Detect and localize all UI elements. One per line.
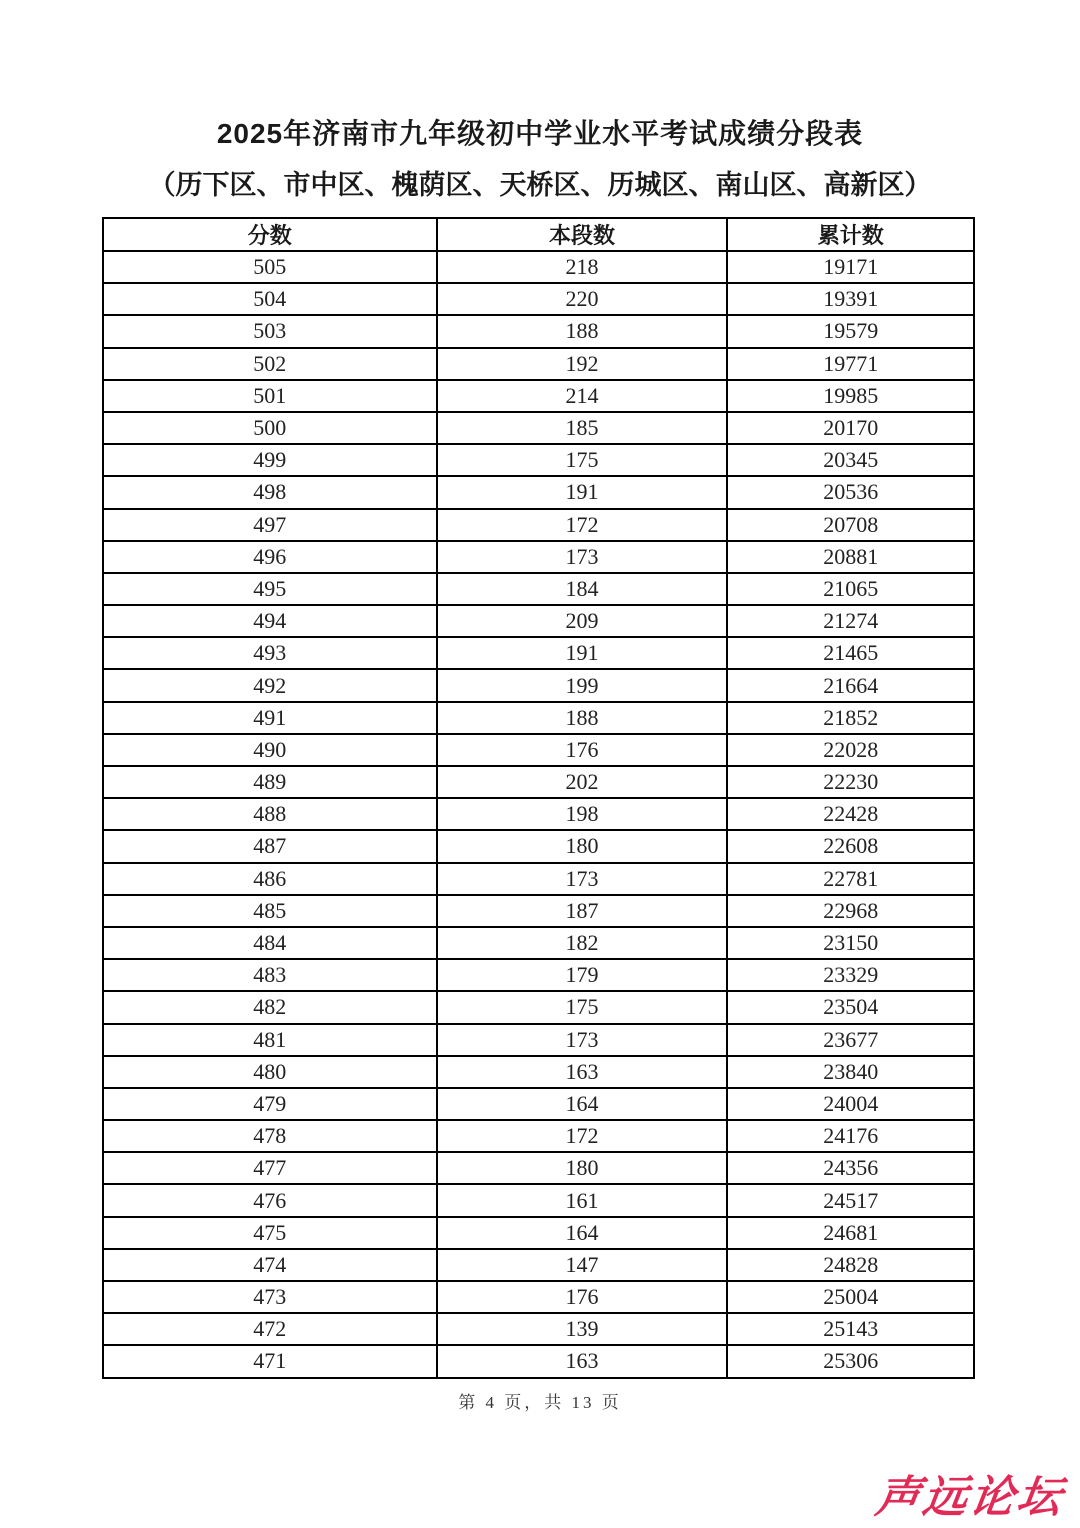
table-cell: 20708 xyxy=(727,509,974,541)
table-row xyxy=(103,509,974,541)
table-cell: 24828 xyxy=(727,1249,974,1281)
table-row xyxy=(103,830,974,862)
table-cell: 147 xyxy=(437,1249,728,1281)
table-header-row xyxy=(103,218,974,251)
table-row xyxy=(103,573,974,605)
table-cell: 172 xyxy=(437,1120,728,1152)
table-cell: 164 xyxy=(437,1088,728,1120)
table-cell: 180 xyxy=(437,1152,728,1184)
table-row xyxy=(103,444,974,476)
table-cell: 185 xyxy=(437,412,728,444)
table-cell: 487 xyxy=(103,830,437,862)
table-cell: 483 xyxy=(103,959,437,991)
table-cell: 188 xyxy=(437,702,728,734)
table-cell: 471 xyxy=(103,1345,437,1377)
table-cell: 475 xyxy=(103,1217,437,1249)
table-cell: 472 xyxy=(103,1313,437,1345)
table-row xyxy=(103,1088,974,1120)
table-cell: 20345 xyxy=(727,444,974,476)
table-cell: 179 xyxy=(437,959,728,991)
table-cell: 19579 xyxy=(727,315,974,347)
table-cell: 486 xyxy=(103,863,437,895)
table-cell: 495 xyxy=(103,573,437,605)
table-cell: 176 xyxy=(437,1281,728,1313)
table-row xyxy=(103,863,974,895)
table-cell: 218 xyxy=(437,251,728,283)
table-cell: 491 xyxy=(103,702,437,734)
table-cell: 501 xyxy=(103,380,437,412)
table-cell: 139 xyxy=(437,1313,728,1345)
table-cell: 192 xyxy=(437,348,728,380)
table-cell: 21852 xyxy=(727,702,974,734)
table-cell: 176 xyxy=(437,734,728,766)
table-cell: 497 xyxy=(103,509,437,541)
table-row xyxy=(103,959,974,991)
table-row xyxy=(103,251,974,283)
table-row xyxy=(103,605,974,637)
table-cell: 505 xyxy=(103,251,437,283)
table-cell: 22028 xyxy=(727,734,974,766)
title-block xyxy=(0,0,1080,202)
table-row xyxy=(103,798,974,830)
table-row xyxy=(103,1056,974,1088)
table-cell: 504 xyxy=(103,283,437,315)
table-cell: 25306 xyxy=(727,1345,974,1377)
table-cell: 22608 xyxy=(727,830,974,862)
table-cell: 191 xyxy=(437,637,728,669)
table-cell: 21664 xyxy=(727,669,974,701)
table-row xyxy=(103,315,974,347)
table-cell: 202 xyxy=(437,766,728,798)
table-row xyxy=(103,1120,974,1152)
table-row xyxy=(103,1345,974,1377)
table-cell: 21274 xyxy=(727,605,974,637)
table-cell: 20881 xyxy=(727,541,974,573)
table-cell: 173 xyxy=(437,863,728,895)
table-cell: 503 xyxy=(103,315,437,347)
table-row xyxy=(103,541,974,573)
table-row xyxy=(103,637,974,669)
table-cell: 187 xyxy=(437,895,728,927)
table-cell: 482 xyxy=(103,991,437,1023)
table-cell: 473 xyxy=(103,1281,437,1313)
table-cell: 24517 xyxy=(727,1184,974,1216)
table-row xyxy=(103,1152,974,1184)
score-table xyxy=(102,217,975,1379)
forum-watermark-logo: 声远论坛 xyxy=(872,1472,1068,1522)
table-cell: 21065 xyxy=(727,573,974,605)
table-cell: 173 xyxy=(437,541,728,573)
table-cell: 220 xyxy=(437,283,728,315)
table-cell: 19391 xyxy=(727,283,974,315)
table-cell: 478 xyxy=(103,1120,437,1152)
table-cell: 494 xyxy=(103,605,437,637)
table-row xyxy=(103,412,974,444)
table-cell: 476 xyxy=(103,1184,437,1216)
table-cell: 198 xyxy=(437,798,728,830)
table-row xyxy=(103,927,974,959)
table-row xyxy=(103,1249,974,1281)
table-cell: 484 xyxy=(103,927,437,959)
table-row xyxy=(103,1024,974,1056)
header-cumulative-count: 累计数 xyxy=(727,218,974,251)
table-cell: 477 xyxy=(103,1152,437,1184)
table-row xyxy=(103,766,974,798)
page-subtitle: （历下区、市中区、槐荫区、天桥区、历城区、南山区、高新区） xyxy=(148,170,932,200)
table-cell: 20536 xyxy=(727,476,974,508)
table-row xyxy=(103,991,974,1023)
table-cell: 184 xyxy=(437,573,728,605)
table-cell: 22428 xyxy=(727,798,974,830)
table-row xyxy=(103,1313,974,1345)
page-title: 2025年济南市九年级初中学业水平考试成绩分段表 xyxy=(216,118,864,149)
table-cell: 182 xyxy=(437,927,728,959)
table-row xyxy=(103,476,974,508)
table-cell: 485 xyxy=(103,895,437,927)
table-cell: 479 xyxy=(103,1088,437,1120)
table-row xyxy=(103,1281,974,1313)
table-row xyxy=(103,895,974,927)
table-row xyxy=(103,1217,974,1249)
table-cell: 163 xyxy=(437,1345,728,1377)
table-cell: 161 xyxy=(437,1184,728,1216)
table-cell: 22230 xyxy=(727,766,974,798)
table-cell: 496 xyxy=(103,541,437,573)
table-cell: 493 xyxy=(103,637,437,669)
table-cell: 474 xyxy=(103,1249,437,1281)
table-cell: 23329 xyxy=(727,959,974,991)
table-cell: 173 xyxy=(437,1024,728,1056)
table-cell: 23504 xyxy=(727,991,974,1023)
table-cell: 163 xyxy=(437,1056,728,1088)
table-cell: 191 xyxy=(437,476,728,508)
score-table-body xyxy=(103,251,974,1378)
table-row xyxy=(103,734,974,766)
table-cell: 500 xyxy=(103,412,437,444)
table-cell: 490 xyxy=(103,734,437,766)
table-cell: 489 xyxy=(103,766,437,798)
table-cell: 24681 xyxy=(727,1217,974,1249)
table-cell: 180 xyxy=(437,830,728,862)
table-cell: 19771 xyxy=(727,348,974,380)
table-cell: 24176 xyxy=(727,1120,974,1152)
table-cell: 23677 xyxy=(727,1024,974,1056)
table-cell: 21465 xyxy=(727,637,974,669)
header-segment-count: 本段数 xyxy=(437,218,728,251)
table-cell: 499 xyxy=(103,444,437,476)
table-cell: 19171 xyxy=(727,251,974,283)
table-cell: 498 xyxy=(103,476,437,508)
table-cell: 481 xyxy=(103,1024,437,1056)
page-number: 第 4 页，共 13 页 xyxy=(458,1392,622,1412)
table-cell: 188 xyxy=(437,315,728,347)
table-cell: 199 xyxy=(437,669,728,701)
table-cell: 492 xyxy=(103,669,437,701)
table-row xyxy=(103,348,974,380)
table-row xyxy=(103,283,974,315)
table-cell: 175 xyxy=(437,991,728,1023)
table-cell: 164 xyxy=(437,1217,728,1249)
table-cell: 214 xyxy=(437,380,728,412)
table-row xyxy=(103,702,974,734)
table-cell: 488 xyxy=(103,798,437,830)
table-cell: 23150 xyxy=(727,927,974,959)
header-score: 分数 xyxy=(103,218,437,251)
table-cell: 23840 xyxy=(727,1056,974,1088)
table-cell: 24004 xyxy=(727,1088,974,1120)
table-cell: 25143 xyxy=(727,1313,974,1345)
table-cell: 24356 xyxy=(727,1152,974,1184)
table-cell: 20170 xyxy=(727,412,974,444)
table-cell: 22781 xyxy=(727,863,974,895)
table-cell: 172 xyxy=(437,509,728,541)
table-row xyxy=(103,669,974,701)
table-cell: 502 xyxy=(103,348,437,380)
table-cell: 209 xyxy=(437,605,728,637)
table-cell: 25004 xyxy=(727,1281,974,1313)
table-cell: 19985 xyxy=(727,380,974,412)
table-cell: 175 xyxy=(437,444,728,476)
table-cell: 480 xyxy=(103,1056,437,1088)
table-row xyxy=(103,380,974,412)
table-row xyxy=(103,1184,974,1216)
table-cell: 22968 xyxy=(727,895,974,927)
